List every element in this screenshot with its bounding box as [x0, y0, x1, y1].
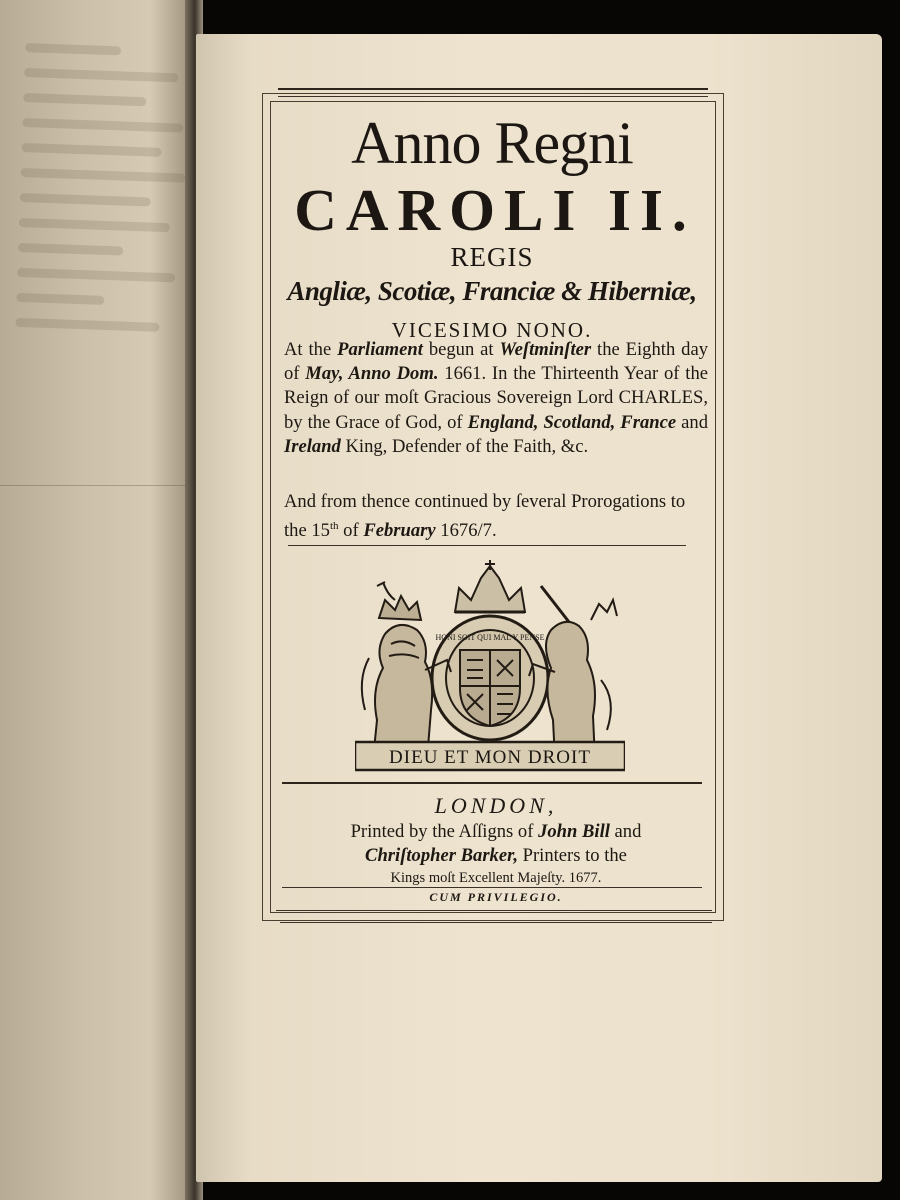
- top-rule-thin: [278, 96, 708, 97]
- realms-words: England, Scotland, France: [467, 411, 677, 433]
- may-anno-dom: May, Anno Dom.: [305, 363, 439, 385]
- anno-regni-heading: Anno Regni: [351, 110, 633, 176]
- imprint-printer-line: [284, 820, 708, 844]
- imprint-majesty-line: Kings moſt Excellent Majeſty. 1677.: [390, 870, 602, 886]
- privilege-rule-top: [282, 887, 702, 888]
- imprint-place: LONDON,: [434, 793, 558, 818]
- regnal-year: VICESIMO NONO.: [391, 318, 593, 342]
- imprint-block: [284, 792, 708, 888]
- text-run: and: [609, 821, 642, 842]
- title-block: [280, 104, 704, 344]
- top-rule: [278, 88, 708, 90]
- printer-name-barker: Chriſtopher Barker,: [365, 845, 518, 866]
- parliament-paragraph: [284, 338, 708, 459]
- text-run: Printed by the Aſſigns of: [350, 821, 539, 842]
- coat-of-arms-woodcut: [355, 560, 625, 775]
- ordinal-suffix: th: [329, 520, 339, 533]
- imprint-printer-line-2: [284, 844, 708, 868]
- caroli-heading: CAROLI II.: [294, 177, 696, 243]
- left-page-crease: [0, 485, 200, 486]
- text-run: King, Defender of the Faith, &c.: [340, 435, 589, 457]
- text-run: and: [676, 411, 708, 433]
- bottom-rule: [280, 922, 712, 923]
- text-run: At the: [284, 339, 338, 360]
- left-page-show-through: [14, 27, 200, 363]
- westminster-word: Weſtminſter: [499, 339, 592, 360]
- ireland-word: Ireland: [284, 435, 341, 457]
- text-run: 1676/7.: [435, 520, 497, 542]
- realms-line: Angliæ, Scotiæ, Franciæ & Hiberniæ,: [287, 276, 697, 306]
- text-run: 1661. In the Thirteenth Year of the Reign of our moſt Gracious Sovereign Lord CHARLES, by the Grace of God, of: [284, 363, 708, 433]
- left-page: [0, 0, 200, 1200]
- garter-text: HONI SOIT QUI MAL Y PENSE: [435, 633, 545, 642]
- text-run: And from thence continued by ſeveral Prorogations to the 15: [284, 491, 686, 542]
- regis-heading: REGIS: [450, 242, 534, 272]
- text-run: Printers to the: [517, 845, 627, 866]
- imprint-rule: [282, 782, 702, 784]
- printer-name-bill: John Bill: [538, 821, 610, 842]
- privilege-rule-bottom: [276, 910, 712, 911]
- text-run: the Eighth day of: [284, 339, 708, 385]
- text-run: of: [338, 520, 364, 542]
- text-run: begun at: [422, 339, 500, 360]
- motto-text: DIEU ET MON DROIT: [389, 747, 591, 768]
- parliament-word: Parliament: [337, 339, 423, 360]
- cum-privilegio: CUM PRIVILEGIO.: [429, 890, 563, 904]
- prorogation-paragraph: [284, 490, 708, 544]
- royal-coat-of-arms: [355, 560, 625, 775]
- section-rule: [288, 545, 686, 546]
- february-word: February: [363, 520, 436, 542]
